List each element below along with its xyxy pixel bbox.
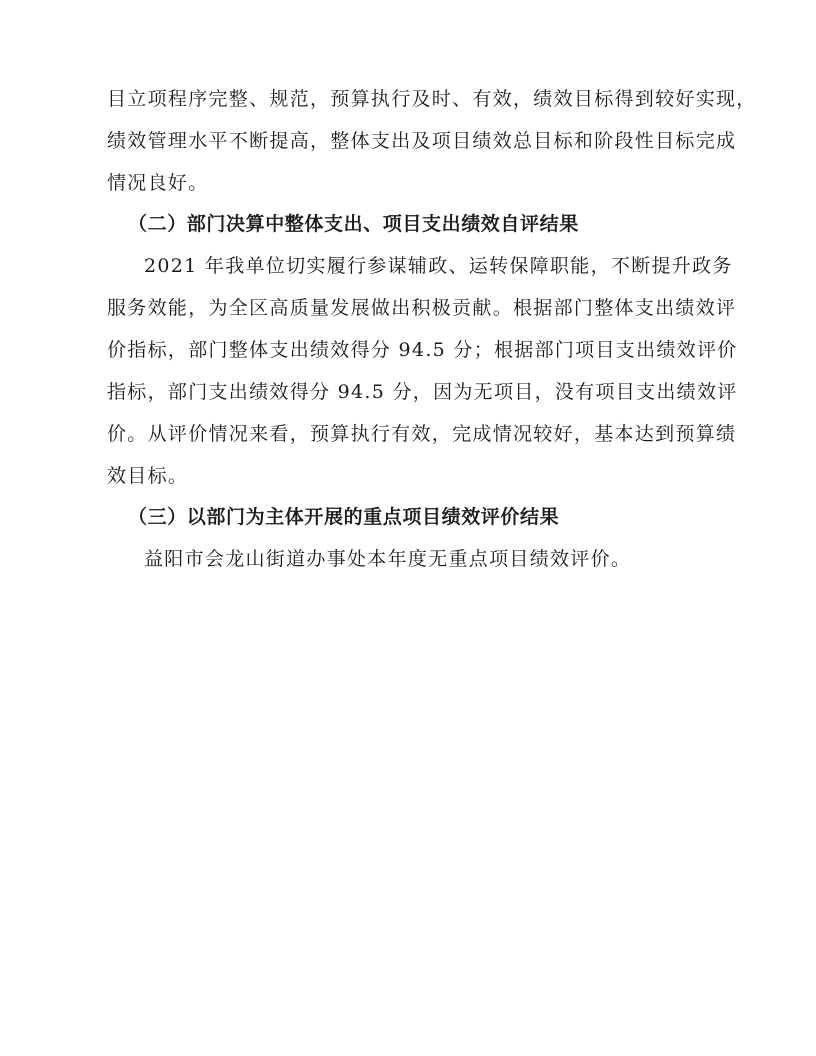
paragraph-line: 价。从评价情况来看，预算执行有效，完成情况较好，基本达到预算绩	[107, 423, 737, 445]
paragraph-line: 效目标。	[107, 465, 189, 487]
paragraph-line: 服务效能，为全区高质量发展做出积极贡献。根据部门整体支出绩效评	[107, 297, 737, 319]
paragraph-line: 2021 年我单位切实履行参谋辅政、运转保障职能，不断提升政务	[144, 255, 733, 277]
section-heading: （二）部门决算中整体支出、项目支出绩效自评结果	[128, 213, 579, 235]
paragraph-line: 指标，部门支出绩效得分 94.5 分，因为无项目，没有项目支出绩效评	[107, 381, 738, 403]
paragraph-line: 目立项程序完整、规范，预算执行及时、有效，绩效目标得到较好实现，	[107, 88, 757, 110]
section-heading: （三）以部门为主体开展的重点项目绩效评价结果	[128, 506, 560, 528]
paragraph-line: 绩效管理水平不断提高，整体支出及项目绩效总目标和阶段性目标完成	[107, 130, 737, 152]
paragraph-line: 益阳市会龙山街道办事处本年度无重点项目绩效评价。	[144, 548, 632, 570]
paragraph-line: 价指标，部门整体支出绩效得分 94.5 分；根据部门项目支出绩效评价	[107, 339, 738, 361]
paragraph-line: 情况良好。	[107, 172, 209, 194]
